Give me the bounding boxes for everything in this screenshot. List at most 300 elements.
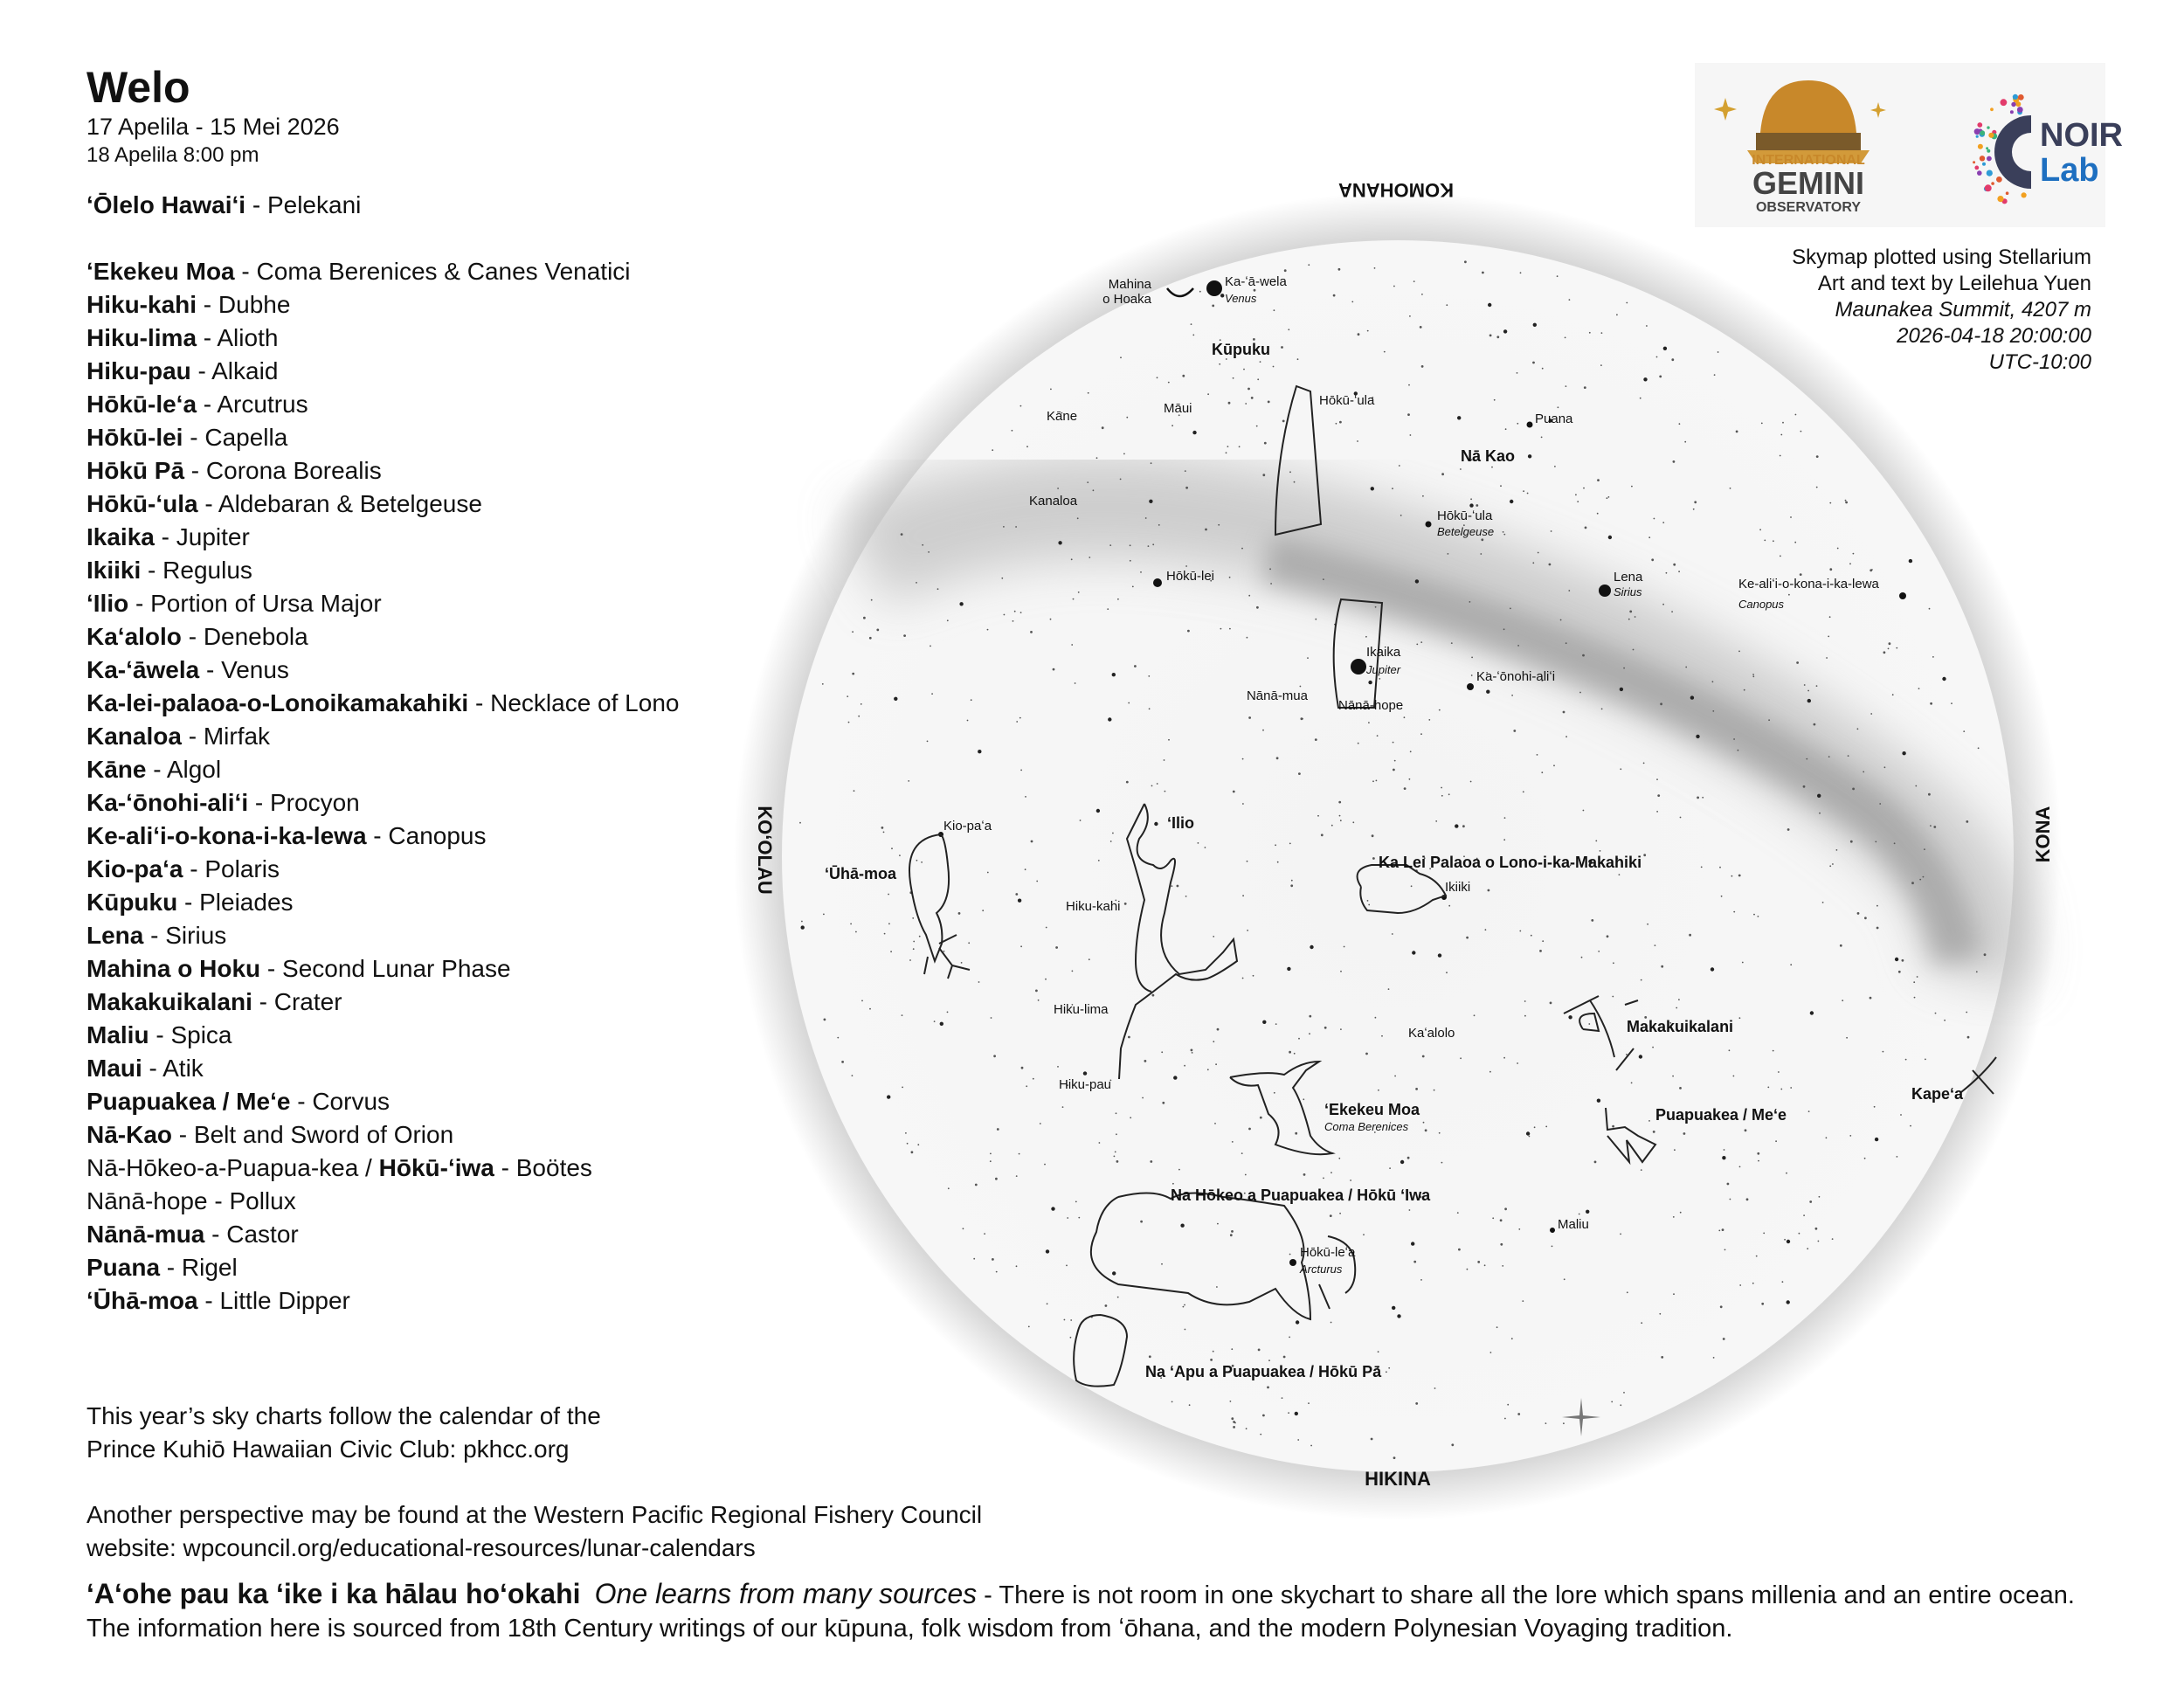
legend-item: Hiku-kahi - Dubhe [86,291,291,318]
star [1563,711,1565,714]
star [1378,1090,1379,1091]
legend-item: Hōkū-leʻa - Arcutrus [86,391,308,418]
legend [86,189,803,1318]
credits [1792,245,2091,376]
star [1351,301,1353,303]
star [1966,1012,1967,1013]
star [1381,1035,1383,1037]
star [1408,384,1410,386]
star [913,948,915,950]
perspective-note [86,1498,1091,1565]
noirlab-dot [1980,156,1985,161]
star [1626,302,1628,304]
star [987,872,989,874]
legend-item: Hiku-lima - Alioth [86,324,279,351]
star [1168,382,1170,384]
star [1753,914,1755,916]
star [1438,953,1441,957]
star [1674,1149,1676,1151]
star [1407,1157,1410,1159]
noirlab-dot [1973,161,1975,163]
legend-english: Spica [170,1021,232,1048]
star [1807,1248,1808,1249]
star [1876,905,1878,907]
star [1310,945,1313,949]
star [1268,401,1270,404]
legend-hawaiian: Puana [86,1254,161,1281]
star [863,617,866,619]
star [1722,1228,1724,1231]
star [1500,1243,1503,1246]
star [1105,1304,1108,1307]
star [1112,1271,1116,1275]
star [1038,1000,1040,1001]
star [1036,881,1038,882]
star [1330,1214,1332,1217]
star [1162,1102,1165,1104]
star [1963,730,1965,732]
star [1554,466,1556,467]
star [1199,291,1201,293]
star [1845,502,1848,504]
label-hikulima: Hiku-lima [1054,1002,1109,1017]
label-canopus: Canopus [1738,598,1785,611]
star [975,1184,978,1186]
legend-hawaiian: Lena [86,922,144,949]
star [1746,1198,1749,1200]
label-ikiiki: Ikiiki [1445,880,1471,895]
label-nakao: Nā Kao [1461,447,1516,465]
star [1394,1076,1396,1077]
star [1205,847,1206,848]
star [1269,568,1271,570]
legend-english: Castor [226,1221,299,1248]
star [1545,1422,1547,1424]
star [1678,999,1680,1000]
star [1262,474,1265,476]
star [1149,708,1151,709]
star [1415,579,1419,583]
legend-english: Canopus [388,822,487,849]
star [1739,1284,1741,1286]
star [1026,446,1028,447]
star [1192,1052,1193,1054]
star [1050,389,1052,391]
label-kupuku: Kūpuku [1212,341,1270,358]
star [1080,820,1082,821]
star [1673,460,1676,463]
legend-english: Boötes [515,1154,592,1181]
star [1298,1038,1300,1040]
star [1680,817,1682,819]
star [1230,1401,1232,1402]
star [1492,1217,1494,1219]
star [1807,699,1811,702]
star [1357,440,1358,442]
legend-item: ʻŪhā-moa - Little Dipper [86,1287,350,1314]
star [1230,1234,1233,1236]
star [922,544,923,546]
star [1303,1173,1306,1176]
star [1126,417,1128,419]
star [1761,1303,1764,1305]
star [1055,946,1058,949]
star [1484,1264,1486,1266]
star [1782,422,1784,424]
star [1358,743,1359,744]
label-ikaika: Ikaika [1366,645,1401,660]
star [1016,1175,1018,1177]
noirlab-dot [1986,147,1988,149]
star [959,602,963,605]
star [1018,899,1021,903]
star [1274,1092,1275,1094]
star [1231,1417,1234,1420]
star [1542,368,1544,370]
star [1410,434,1412,436]
legend-hawaiian: Hōkū-ʻiwa [378,1154,494,1181]
star [1583,810,1585,812]
star [1340,971,1342,972]
star [1157,783,1158,785]
star [1239,446,1241,447]
star [1503,531,1504,533]
star [1303,1098,1304,1100]
star [1379,678,1380,680]
star [958,912,961,915]
label-jupiter: Jupiter [1366,663,1401,676]
legend-hawaiian: Kūpuku [86,889,178,916]
star [823,914,825,916]
star [1984,953,1987,956]
star [987,629,989,631]
star [997,1128,999,1131]
star [1723,1338,1725,1340]
star [967,720,969,722]
star [1914,997,1916,999]
legend-hawaiian: ʻŪhā-moa [86,1287,198,1314]
star [1413,1261,1416,1263]
star [1368,722,1370,723]
legend-item: Kāne - Algol [86,756,222,783]
star [1087,481,1089,483]
star [1476,504,1478,507]
noirlab-dot [1974,166,1979,170]
star [1297,1439,1299,1441]
star [1183,1306,1185,1308]
star [1504,1207,1507,1210]
legend-english: Corvus [312,1088,390,1115]
star [822,683,824,685]
star [1837,548,1839,550]
noirlab-dot [1977,122,1982,128]
star [1579,1214,1580,1215]
star [1800,573,1802,576]
star [1412,951,1415,954]
star [1296,1320,1299,1324]
star [1595,841,1597,842]
proverb-hawaiian: ʻAʻohe pau ka ʻike i ka hālau hoʻokahi [86,1578,581,1609]
star [1639,1055,1642,1058]
star [1875,1138,1878,1141]
star [1585,527,1587,529]
star [1671,611,1673,612]
star [1804,684,1806,686]
star [1245,1174,1247,1176]
star [1392,1306,1395,1310]
label-nahokeo: Na Hōkeo a Puapuakea / Hōkū ʻIwa [1171,1186,1431,1204]
star [1673,1216,1675,1218]
legend-hawaiian: Puapuakea / Meʻe [86,1088,291,1115]
star [1099,1142,1101,1144]
star [1078,1217,1080,1219]
star [1192,335,1194,336]
legend-hawaiian: ʻIlio [86,590,129,617]
star [1411,885,1413,887]
star [1258,1349,1261,1352]
star [1257,378,1259,380]
date-range: 17 Apelila - 15 Mei 2026 [86,114,340,140]
noirlab-dot [1987,156,1992,162]
star [1577,501,1579,502]
star [1488,303,1491,307]
star [1673,564,1676,566]
star [1448,553,1449,555]
star [1600,364,1602,366]
star [917,1144,919,1145]
rigel-dot [1527,422,1533,428]
star [1300,686,1302,688]
legend-hawaiian: Ka-ʻāwela [86,656,200,683]
sparkle-icon-2 [1870,102,1886,118]
star [1474,1014,1476,1016]
star [934,1020,936,1022]
star [1262,1415,1265,1417]
star [1902,751,1905,755]
star [1219,363,1220,365]
star [1215,1063,1217,1065]
noirlab-dot [1978,144,1983,149]
star [1422,1055,1425,1058]
legend-hawaiian: Nānā-mua [86,1221,205,1248]
star [1656,811,1658,813]
star [1640,398,1641,399]
star [1870,997,1872,1000]
star [1053,668,1055,671]
star [912,917,914,919]
star [1046,927,1047,929]
star [1620,688,1623,691]
star [1671,358,1674,361]
star [1148,545,1150,547]
star [1724,1249,1726,1251]
star [1966,820,1968,823]
star [1513,730,1516,732]
star [1679,1087,1682,1090]
star [1643,854,1646,856]
star [1545,1126,1547,1128]
star [1283,1356,1286,1359]
star [1503,839,1505,841]
label-puapuakea: Puapuakea / Meʻe [1655,1106,1787,1124]
star [1047,1303,1048,1304]
star [1786,1173,1787,1174]
star [1309,1033,1310,1034]
star [1207,393,1209,395]
star [894,697,897,701]
star [1072,971,1074,972]
star [901,533,903,536]
star [1102,426,1104,429]
star [1294,481,1296,483]
star [1289,1051,1291,1054]
star [1693,508,1695,510]
star [1840,944,1842,947]
noirlab-dot [1987,149,1990,153]
star [883,832,885,834]
star [891,847,893,849]
star [1496,336,1499,338]
label-kane: Kāne [1047,409,1078,424]
star [1848,755,1849,757]
star [1460,468,1462,470]
star [1809,1200,1812,1203]
star [1731,875,1733,877]
star [1441,787,1442,789]
star [1307,657,1309,659]
legend-item: Maliu - Spica [86,1021,232,1048]
star [1218,524,1220,526]
star [1898,971,1901,973]
star [1315,738,1317,741]
star [1295,1132,1297,1135]
star [1673,1293,1675,1295]
star [1976,971,1978,972]
star [1062,1106,1064,1108]
star [1297,358,1299,360]
star [1896,647,1897,649]
calendar-note-line1: This year’s sky charts follow the calendar of the [86,1402,601,1429]
star [1420,641,1422,643]
star [1157,377,1158,378]
star [1680,1212,1682,1214]
star [1503,329,1507,333]
star [1739,1017,1741,1019]
star [1031,841,1033,843]
label-mahina-2: o Hoaka [1102,292,1151,307]
star [1711,967,1714,971]
star [1003,526,1005,528]
star [1033,1078,1034,1080]
star [1477,1261,1480,1263]
star [1803,785,1806,788]
star [1662,522,1664,523]
star [1251,397,1254,399]
star [1752,675,1754,677]
star [1850,841,1853,843]
star [1145,517,1147,519]
star [1020,770,1022,771]
legend-item: ʻEkekeu Moa - Coma Berenices & Canes Venatici [86,258,631,285]
legend-item: Hiku-pau - Alkaid [86,357,279,384]
star [1641,1169,1642,1171]
noirlab-dot [2018,94,2024,100]
star [1256,425,1258,427]
star [1248,1128,1251,1131]
star [1520,272,1522,273]
label-kaawela: Ka-ʻā-wela [1225,274,1287,289]
star [991,1017,992,1019]
star [1539,950,1542,952]
label-coma: Coma Berenices [1324,1120,1409,1133]
star [1564,1278,1565,1280]
star [1819,1196,1821,1198]
star [1184,1065,1185,1067]
star [1014,611,1016,612]
star [1648,536,1650,538]
star [1149,1355,1151,1358]
star [1654,518,1655,520]
star [837,1037,839,1039]
star [1077,517,1079,519]
star [1528,454,1531,458]
star [1070,1337,1072,1339]
star [1144,1060,1147,1062]
legend-english: Jupiter [176,523,250,550]
star [1759,529,1761,530]
star [1289,843,1291,845]
star [1758,916,1759,917]
label-kiopaa: Kio-paʻa [943,819,992,834]
star [1150,1160,1152,1163]
star [1112,673,1116,676]
star [1942,677,1946,681]
legend-english: Necklace of Lono [490,689,680,716]
star [1875,841,1876,843]
star [1701,867,1703,868]
star [1025,796,1026,798]
star [1071,558,1073,560]
star [1088,392,1089,394]
star [1323,1178,1324,1180]
star [1134,665,1137,668]
star [881,827,884,829]
star [1718,1230,1720,1232]
star [1803,1214,1805,1216]
star [1696,735,1699,738]
star [940,1022,943,1026]
star [1549,564,1552,566]
star [1246,1428,1248,1429]
legend-english: Pleiades [199,889,294,916]
star [1242,895,1244,896]
star [1161,1263,1163,1265]
star [1420,733,1422,735]
legend-hawaiian: Hōkū-ʻula [86,490,198,517]
star [1078,591,1080,593]
star [1114,1156,1116,1158]
star [1558,406,1559,408]
star [1177,885,1179,888]
perspective-note-line1: Another perspective may be found at the Western Pacific Regional Fishery Council [86,1501,983,1528]
star [1790,964,1792,965]
star [1790,1087,1792,1089]
star [1247,861,1248,862]
star [1096,809,1100,813]
star [1392,488,1393,489]
star [1756,1256,1758,1257]
star [1780,1089,1782,1090]
